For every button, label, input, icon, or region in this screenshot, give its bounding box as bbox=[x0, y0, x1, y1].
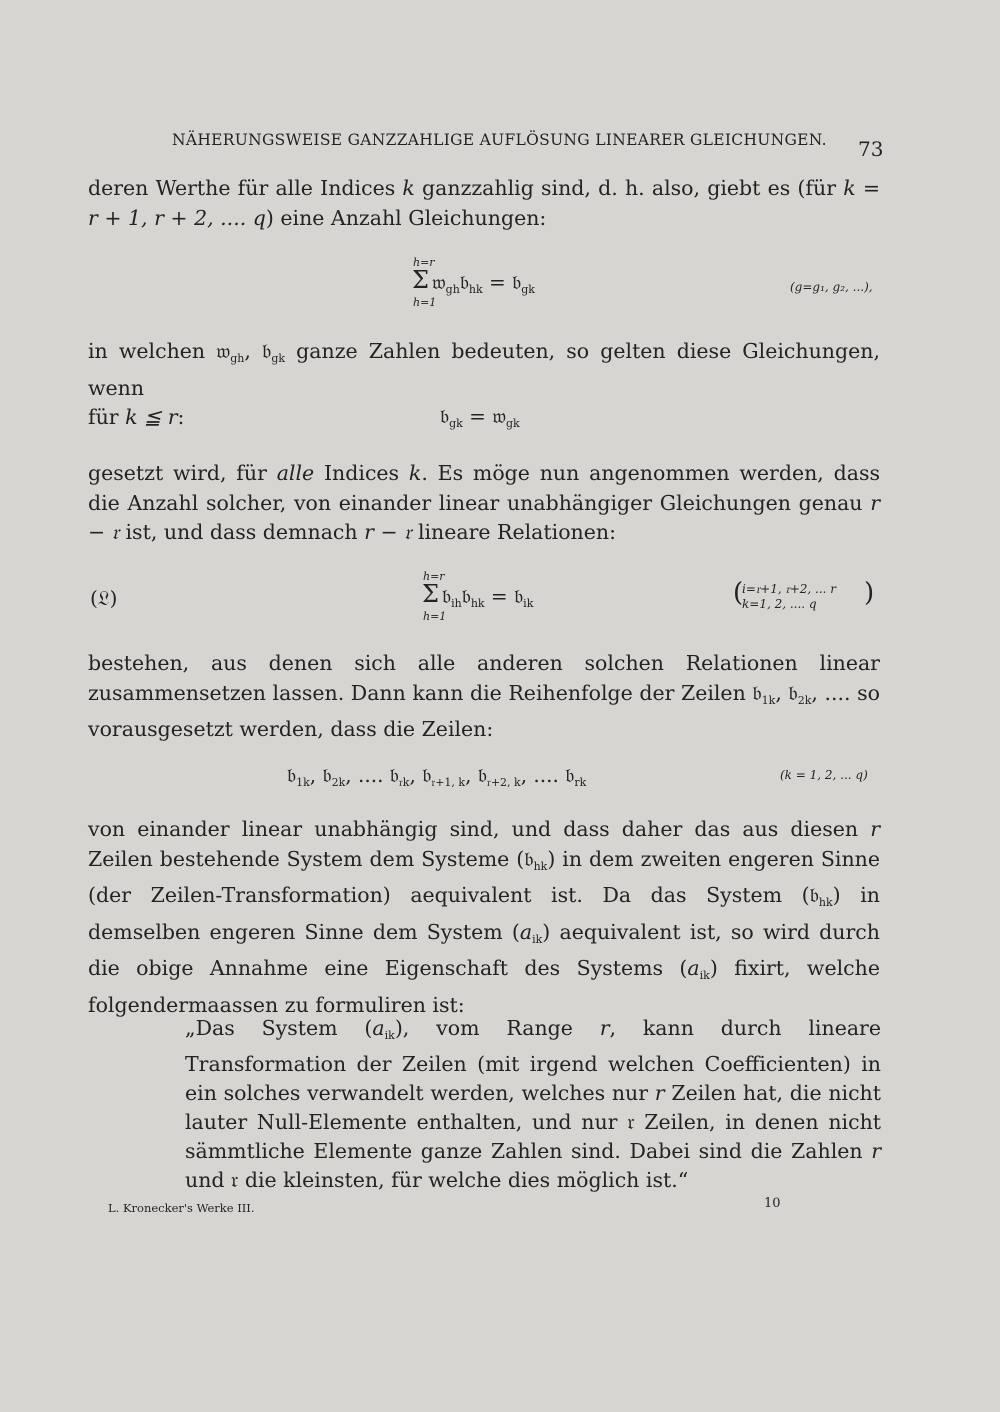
subscript: 𝔯k bbox=[398, 776, 410, 789]
paragraph-1 bbox=[88, 174, 880, 233]
sum-upper-limit: h=r bbox=[413, 256, 435, 269]
separator: , .... bbox=[520, 763, 566, 787]
text: für bbox=[88, 405, 126, 429]
symbol: 𝔟 bbox=[565, 763, 575, 787]
math-var: r bbox=[870, 817, 880, 841]
sum-lower-limit: h=1 bbox=[423, 610, 447, 623]
subscript: 𝔯+1, k bbox=[431, 776, 466, 789]
math-var: a bbox=[687, 956, 700, 980]
math-expr: k = r + 1, r + 2, .... q bbox=[88, 176, 880, 230]
text: ist, und dass demnach bbox=[118, 520, 365, 544]
equals-sign: = bbox=[484, 584, 515, 608]
text: ganzzahlig sind, d. h. also, giebt es (für bbox=[414, 176, 844, 200]
text: ), vom Range bbox=[394, 1016, 600, 1040]
math-var: k bbox=[402, 176, 415, 200]
text: ) aequivalent ist, so wird durch die obige Annahme eine Eigenschaft des Systems ( bbox=[88, 919, 880, 980]
equation-2 bbox=[440, 404, 520, 430]
subscript: 1k bbox=[761, 693, 776, 707]
condition-line: k=1, 2, .... q bbox=[742, 597, 817, 611]
text: : bbox=[177, 405, 185, 429]
math-expr: r − 𝔯 bbox=[364, 520, 412, 544]
symbol: 𝔴 bbox=[492, 404, 506, 428]
separator: , bbox=[465, 763, 478, 787]
equals-sign: = bbox=[462, 404, 493, 428]
text: die kleinsten, für welche dies möglich ist.“ bbox=[238, 1168, 689, 1192]
text: ) in dem zweiten engeren Sinne (der Zeilen-Transformation) aequivalent ist. Da das System ( bbox=[88, 846, 880, 907]
sum-lower-limit: h=1 bbox=[413, 296, 437, 309]
quoted-statement bbox=[185, 1014, 881, 1195]
symbol: 𝔯 bbox=[627, 1110, 635, 1134]
symbol: 𝔟 bbox=[262, 339, 272, 363]
subscript: hk bbox=[470, 597, 485, 610]
equation-1-condition: (g=g₁, g₂, ...), bbox=[790, 280, 873, 294]
subscript: ik bbox=[699, 969, 710, 982]
running-header: NÄHERUNGSWEISE GANZZAHLIGE AUFLÖSUNG LINEARER GLEICHUNGEN. bbox=[172, 131, 827, 149]
subscript: ik bbox=[532, 932, 543, 946]
separator: , bbox=[409, 763, 423, 787]
equation-4 bbox=[287, 763, 586, 790]
equation-body bbox=[432, 270, 535, 296]
subscript: 1k bbox=[296, 776, 310, 789]
symbol: 𝔟 bbox=[788, 680, 798, 705]
paragraph-4 bbox=[88, 649, 880, 745]
paragraph-5 bbox=[88, 815, 880, 1020]
symbol: 𝔯 bbox=[231, 1168, 239, 1192]
emphasis: alle bbox=[276, 461, 315, 485]
math-var: r bbox=[654, 1081, 665, 1105]
signature-mark: 10 bbox=[764, 1196, 781, 1211]
text: , .... so vorausgesetzt werden, dass die Zeilen: bbox=[88, 680, 880, 741]
text: ) fixirt, welche folgendermaassen zu formuliren ist: bbox=[88, 956, 880, 1017]
symbol: 𝔟 bbox=[512, 270, 522, 294]
math-var: k bbox=[408, 461, 422, 485]
math-var: r bbox=[871, 1139, 881, 1163]
subscript: rk bbox=[574, 776, 587, 789]
symbol: 𝔟 bbox=[389, 763, 399, 787]
text: deren Werthe für alle Indices bbox=[88, 176, 403, 200]
text: Zeilen hat, die nicht lauter Null-Elemente enthalten, und nur bbox=[185, 1081, 881, 1134]
equation-body bbox=[442, 584, 533, 610]
symbol: 𝔟 bbox=[809, 883, 819, 907]
subscript: 2k bbox=[797, 693, 812, 707]
paragraph-3 bbox=[88, 459, 880, 548]
sigma-symbol: Σ bbox=[422, 580, 439, 608]
text: , kann durch lineare Transformation der Zeilen (mit irgend welchen Coefficienten) in ein solches verwandelt werden, welches nur bbox=[185, 1016, 881, 1105]
equation-4-condition: (k = 1, 2, ... q) bbox=[780, 768, 868, 782]
right-paren: ) bbox=[864, 578, 875, 608]
symbol: 𝔟 bbox=[514, 584, 524, 608]
text: und bbox=[185, 1168, 232, 1192]
math-var: r bbox=[599, 1016, 610, 1040]
symbol: 𝔴 bbox=[432, 270, 446, 294]
subscript: gk bbox=[521, 283, 535, 296]
subscript: hk bbox=[468, 283, 483, 296]
text: von einander linear unabhängig sind, und dass daher das aus diesen bbox=[88, 817, 871, 841]
text: ganze Zahlen bedeuten, so gelten diese Gleichungen, wenn bbox=[88, 339, 880, 400]
subscript: 2k bbox=[331, 776, 346, 789]
sigma-symbol: Σ bbox=[412, 266, 429, 294]
text: ) eine Anzahl Gleichungen: bbox=[265, 205, 547, 230]
math-var: a bbox=[519, 919, 533, 944]
left-paren: ( bbox=[733, 578, 744, 608]
symbol: 𝔟 bbox=[440, 404, 450, 428]
math-expr: k ≦ r bbox=[125, 405, 178, 429]
text: in welchen bbox=[88, 339, 217, 363]
separator: , bbox=[309, 763, 323, 787]
equation-3-condition bbox=[742, 582, 836, 612]
subscript: ik bbox=[384, 1029, 395, 1042]
subscript: ih bbox=[451, 597, 462, 610]
subscript: gk bbox=[271, 352, 286, 365]
subscript: ik bbox=[523, 597, 534, 610]
symbol: 𝔟 bbox=[422, 763, 432, 787]
text: ) in demselben engeren Sinne dem System ( bbox=[88, 883, 880, 944]
text: , bbox=[775, 680, 789, 705]
symbol: 𝔟 bbox=[752, 680, 762, 705]
sum-upper-limit: h=r bbox=[423, 570, 445, 583]
symbol: 𝔴 bbox=[216, 339, 231, 363]
symbol: 𝔟 bbox=[287, 763, 297, 787]
symbol: 𝔟 bbox=[524, 846, 534, 871]
equals-sign: = bbox=[482, 270, 513, 294]
equation-3-label: (𝔏) bbox=[90, 586, 118, 610]
text: lineare Relationen: bbox=[411, 520, 616, 544]
text: „Das System ( bbox=[185, 1016, 373, 1040]
symbol: 𝔟 bbox=[442, 584, 452, 608]
subscript: hk bbox=[818, 896, 833, 909]
symbol: 𝔟 bbox=[322, 763, 332, 787]
text: , bbox=[244, 339, 262, 363]
page-number: 73 bbox=[858, 137, 884, 161]
text: gesetzt wird, für bbox=[88, 461, 277, 485]
text: . Es möge nun angenommen werden, dass die Anzahl solcher, von einander linear unabhängiger Gleichungen genau bbox=[88, 461, 880, 515]
subscript: gk bbox=[449, 417, 463, 430]
symbol: 𝔟 bbox=[477, 763, 487, 787]
subscript: 𝔯+2, k bbox=[486, 776, 521, 789]
math-expr: r − 𝔯 bbox=[88, 490, 880, 544]
subscript: gk bbox=[505, 417, 520, 430]
subscript: gh bbox=[445, 283, 460, 296]
text: bestehen, aus denen sich alle anderen solchen Relationen linear zusammensetzen lassen. Dann kann die Reihenfolge der Zeilen bbox=[88, 651, 880, 705]
text: Zeilen, in denen nicht sämmtliche Elemente ganze Zahlen sind. Dabei sind die Zahlen bbox=[185, 1110, 882, 1163]
symbol: 𝔟 bbox=[461, 584, 471, 608]
separator: , .... bbox=[345, 763, 390, 787]
condition-line: i=𝔯+1, 𝔯+2, ... r bbox=[742, 582, 837, 596]
text: Indices bbox=[314, 461, 409, 485]
text: Zeilen bestehende System dem Systeme ( bbox=[88, 846, 525, 871]
footer-source: L. Kronecker's Werke III. bbox=[108, 1201, 255, 1215]
math-var: a bbox=[372, 1016, 385, 1040]
subscript: gh bbox=[230, 352, 245, 365]
subscript: hk bbox=[533, 859, 548, 873]
symbol: 𝔟 bbox=[459, 270, 469, 294]
